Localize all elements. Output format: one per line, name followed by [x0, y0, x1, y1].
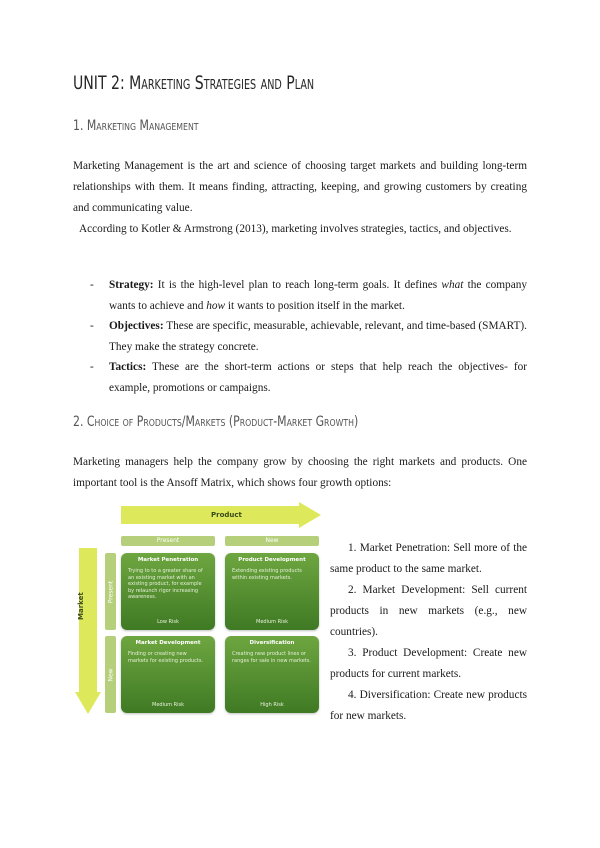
paragraph-definition: Marketing Management is the art and science of choosing target markets and building long-term relationships with them. It means finding, attracting, keeping, and growing customers by creating and communicating value. — [73, 160, 527, 214]
column-header-new: New — [225, 536, 319, 546]
growth-options-list — [330, 538, 527, 727]
list-item-option-3: 3. Product Development: Create new products for current markets. — [330, 647, 527, 680]
column-header-present: Present — [121, 536, 215, 546]
ansoff-matrix-figure — [75, 500, 325, 718]
list-item-option-2: 2. Market Development: Sell current products in new markets (e.g., new countries). — [330, 584, 527, 638]
list-item-option-4: 4. Diversification: Create new products for new markets. — [330, 689, 527, 722]
product-axis-label: Product — [211, 511, 242, 519]
market-arrow — [75, 548, 101, 714]
row-header-new: New — [105, 636, 116, 713]
cell-market-penetration: Market Penetration Trying to to a greater share of an existing market with an existing product, for example by relaunch rigor increasing awareness. Low Risk — [121, 553, 215, 630]
cell-product-development: Product Development Extending existing products within existing markets. Medium Risk — [225, 553, 319, 630]
cell-market-development: Market Development Finding or creating new markets for existing products. Medium Risk — [121, 636, 215, 713]
list-item-objectives: - Objectives: These are specific, measurable, achievable, relevant, and time-based (SMART). They make the strategy concrete. — [90, 320, 527, 353]
list-item-tactics: - Tactics: These are the short-term actions or steps that help reach the objectives- for example, promotions or campaigns. — [90, 361, 527, 394]
list-item-strategy: - Strategy: It is the high-level plan to reach long-term goals. It defines what the company wants to achieve and how it wants to position itself in the market. — [90, 279, 527, 312]
page-title: UNIT 2: Marketing Strategies and Plan — [73, 72, 315, 94]
paragraph-ansoff-intro: Marketing managers help the company grow by choosing the right markets and products. One important tool is the Ansoff Matrix, which shows four growth options: — [73, 456, 527, 489]
row-header-present: Present — [105, 553, 116, 630]
cell-diversification: Diversification Creating new product lines or ranges for sale in new markets. High Risk — [225, 636, 319, 713]
paragraph-kotler: According to Kotler & Armstrong (2013), marketing involves strategies, tactics, and objectives. — [79, 223, 512, 235]
section-heading-product-market: 2. Choice of Products/Markets (Product-Market Growth) — [73, 414, 359, 430]
section-heading-marketing-management: 1. Marketing Management — [73, 118, 199, 134]
list-item-option-1: 1. Market Penetration: Sell more of the same product to the same market. — [330, 542, 527, 575]
market-axis-label: Market — [77, 592, 85, 620]
bullet-list — [73, 275, 527, 398]
